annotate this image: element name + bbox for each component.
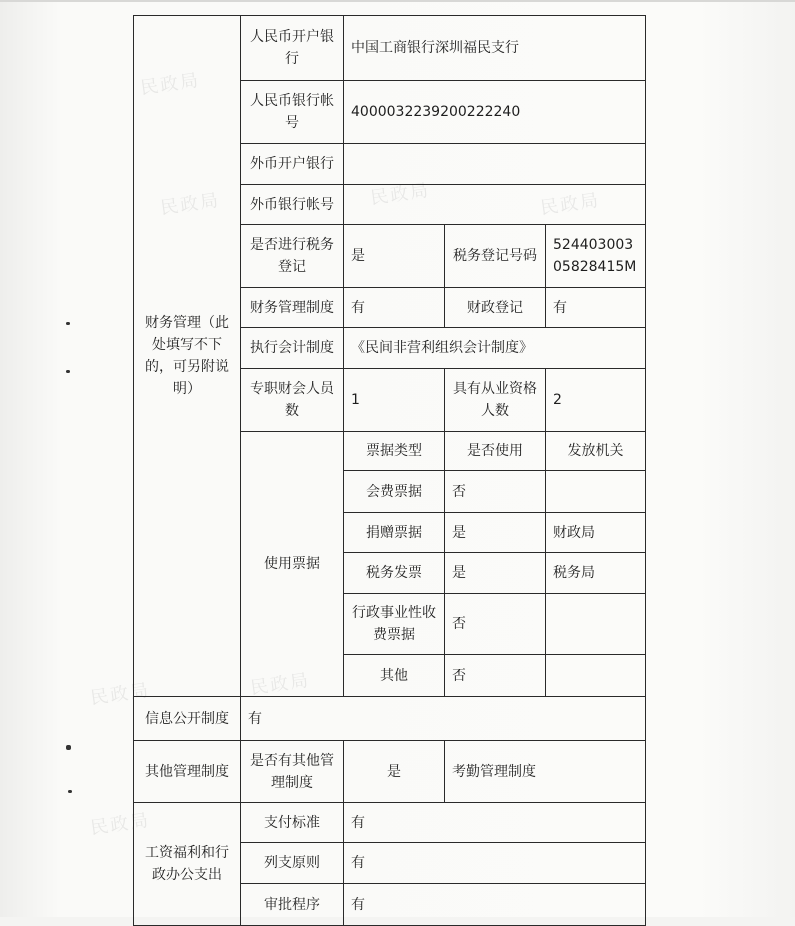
watermark: 民政局 (89, 809, 152, 840)
receipt-type: 会费票据 (344, 471, 445, 513)
rmb-account-label: 人民币银行帐号 (241, 81, 344, 144)
salary-row-label: 支付标准 (241, 803, 344, 843)
salary-row-value: 有 (344, 884, 646, 926)
finance-section-label: 财务管理（此处填写不下的，可另附说明） (134, 16, 241, 697)
other-mgmt-question: 是否有其他管理制度 (241, 741, 344, 803)
table-row (134, 741, 646, 803)
mgmt-system-label: 财务管理制度 (241, 288, 344, 328)
receipt-type: 捐赠票据 (344, 513, 445, 553)
receipt-used: 是 (445, 513, 546, 553)
scan-top-edge (0, 0, 795, 2)
fx-account-value (344, 185, 646, 225)
info-disclosure-label: 信息公开制度 (134, 697, 241, 741)
fiscal-registration-label: 财政登记 (445, 288, 546, 328)
fulltime-accountants-value: 1 (344, 369, 445, 432)
watermark: 民政局 (159, 189, 222, 220)
receipt-issuer (546, 471, 646, 513)
watermark: 民政局 (369, 179, 432, 210)
other-mgmt-label: 其他管理制度 (134, 741, 241, 803)
watermark: 民政局 (539, 189, 602, 220)
receipts-label: 使用票据 (241, 432, 344, 697)
scan-speck (68, 790, 72, 793)
rmb-account-value: 4000032239200222240 (344, 81, 646, 144)
salary-row-label: 审批程序 (241, 884, 344, 926)
accounting-system-value: 《民间非营利组织会计制度》 (344, 328, 646, 369)
table-row (134, 803, 646, 843)
watermark: 民政局 (249, 669, 312, 700)
mgmt-system-value: 有 (344, 288, 445, 328)
fulltime-accountants-label: 专职财会人员数 (241, 369, 344, 432)
salary-row-label: 列支原则 (241, 843, 344, 884)
tax-number-label: 税务登记号码 (445, 225, 546, 288)
receipts-header-type: 票据类型 (344, 432, 445, 471)
scan-speck (66, 370, 70, 373)
receipt-type: 行政事业性收费票据 (344, 594, 445, 655)
receipt-used: 否 (445, 655, 546, 697)
tax-registration-label: 是否进行税务登记 (241, 225, 344, 288)
receipt-used: 否 (445, 471, 546, 513)
receipt-issuer: 税务局 (546, 553, 646, 594)
salary-section-label: 工资福利和行政办公支出 (134, 803, 241, 926)
fiscal-registration-value: 有 (546, 288, 646, 328)
fx-bank-value (344, 144, 646, 185)
watermark: 民政局 (139, 69, 202, 100)
receipt-type: 税务发票 (344, 553, 445, 594)
registration-table (133, 15, 646, 926)
receipt-type: 其他 (344, 655, 445, 697)
tax-number-value: 52440300305828415M (546, 225, 646, 288)
other-mgmt-answer: 是 (344, 741, 445, 803)
rmb-bank-label: 人民币开户银行 (241, 16, 344, 81)
info-disclosure-value: 有 (241, 697, 646, 741)
other-mgmt-detail: 考勤管理制度 (445, 741, 646, 803)
accounting-system-label: 执行会计制度 (241, 328, 344, 369)
watermark: 民政局 (89, 679, 152, 710)
receipts-header-issuer: 发放机关 (546, 432, 646, 471)
scan-speck (66, 745, 71, 750)
receipt-used: 是 (445, 553, 546, 594)
qualified-count-value: 2 (546, 369, 646, 432)
salary-row-value: 有 (344, 843, 646, 884)
scan-speck (66, 322, 70, 325)
table-row (134, 16, 646, 81)
fx-bank-label: 外币开户银行 (241, 144, 344, 185)
qualified-count-label: 具有从业资格人数 (445, 369, 546, 432)
fx-account-label: 外币银行帐号 (241, 185, 344, 225)
receipts-header-used: 是否使用 (445, 432, 546, 471)
tax-registration-value: 是 (344, 225, 445, 288)
receipt-issuer (546, 594, 646, 655)
receipt-issuer: 财政局 (546, 513, 646, 553)
table-row (134, 697, 646, 741)
receipt-used: 否 (445, 594, 546, 655)
receipt-issuer (546, 655, 646, 697)
salary-row-value: 有 (344, 803, 646, 843)
rmb-bank-value: 中国工商银行深圳福民支行 (344, 16, 646, 81)
